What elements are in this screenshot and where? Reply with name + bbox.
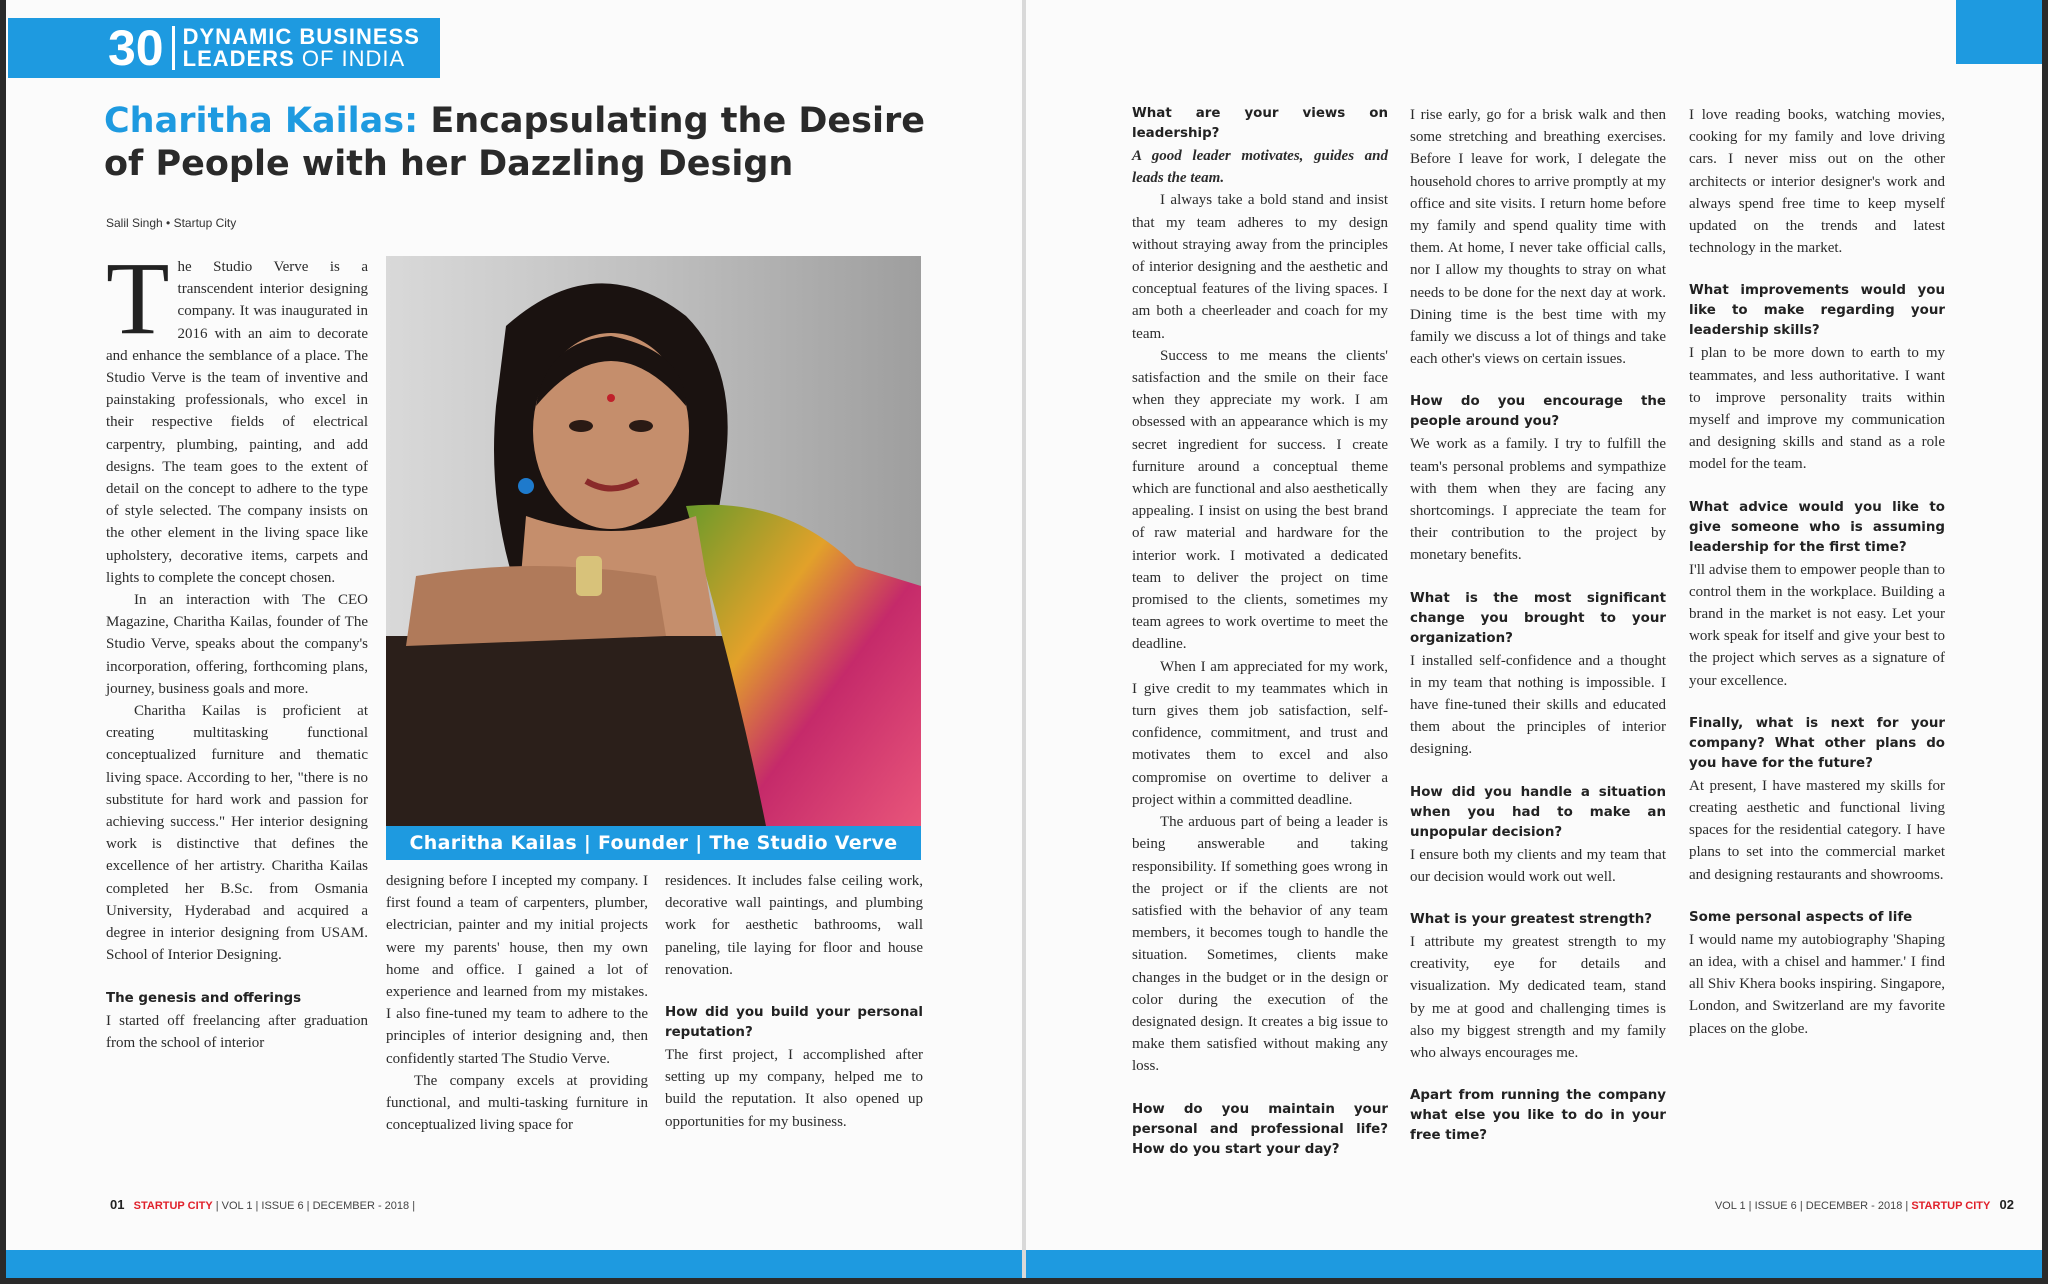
paragraph: The first project, I accomplished after setting up my company, helped me to build the reputation. It also opened up opportunities for my business. [665, 1047, 923, 1130]
paragraph: residences. It includes false ceiling work, decorative wall paintings, and plumbing work for aesthetic bathrooms, wall paneling, tile laying for floor and house renovation. [665, 873, 923, 978]
paragraph: designing before I incepted my company. I first found a team of carpenters, plumber, electrician, painter and my initial projects were my parents' house, then my own home and office. I gained a lot of experience and learned from my mistakes. I also fine-tuned my team to adhere to the principles of interior designing and, then confidently started The Studio Verve. [386, 873, 648, 1067]
article-headline [104, 100, 964, 186]
bottom-accent-bar [1026, 1250, 2042, 1278]
section-heading: What advice would you like to give someone who is assuming leadership for the first time? [1689, 499, 1945, 555]
paragraph: Charitha Kailas is proficient at creating multitasking functional conceptualized furniture and thematic living space. According to her, "there is no substitute for hard work and passion for achieving success." Her interior designing work is distinctive that defines the excellence of her artistry. Charitha Kailas completed her B.Sc. from Osmania University, Hyderabad and acquired a degree in interior designing from USAM. School of Interior Designing. [106, 703, 368, 964]
paragraph: I'll advise them to empower people than to control them in the workplace. Building a brand in the market is not easy. Let your work speak for itself and give your best to the project which serves as a signature of your excellence. [1689, 561, 1945, 689]
issue-info: | VOL 1 | ISSUE 6 | DECEMBER - 2018 | [215, 1200, 416, 1212]
section-heading: What is the most significant change you brought to your organization? [1410, 590, 1666, 646]
section-heading: Finally, what is next for your company? What other plans do you have for the future? [1689, 715, 1945, 771]
footer-left [110, 1197, 415, 1212]
paragraph: I attribute my greatest strength to my creativity, eye for details and visualization. My dedicated team, stand by me at good and challenging times is also my biggest strength and my family who always encourages me. [1410, 934, 1666, 1062]
badge-line1: DYNAMIC BUSINESS [182, 24, 420, 49]
left-page [6, 0, 1022, 1278]
text-column-5 [1410, 104, 1666, 1147]
paragraph: The arduous part of being a leader is being answerable and taking responsibility. If something goes wrong in the project or if the clients are not satisfied with the behavior of any team members, it becomes tough to handle the situation. Sometimes, clients make changes in the budget or in the design or color during the execution of the designated design. It creates a big issue to make them satisfied without making any loss. [1132, 814, 1388, 1075]
paragraph: We work as a family. I try to fulfill the team's personal problems and sympathize with them when they are facing any shortcomings. I appreciate the team for their contribution to the project by monetary benefits. [1410, 436, 1666, 564]
paragraph: I installed self-confidence and a thought in my team that nothing is impossible. I have fine-tuned their skills and educated them about the principles of interior designing. [1410, 652, 1666, 758]
paragraph: I rise early, go for a brisk walk and then some stretching and breathing exercises. Before I leave for work, I delegate the household chores to arrive promptly at my office and site visits. I return home before my family and spend quality time with them. At home, I never take official calls, nor I allow my thoughts to stray on what needs to be done for the next day at work. Dining time is the best time with my family we discuss a lot of things and take each other's views on certain issues. [1410, 107, 1666, 368]
series-badge [8, 18, 440, 78]
badge-divider [172, 26, 175, 70]
footer-right [1715, 1197, 2014, 1212]
headline-name: Charitha Kailas: [104, 101, 419, 141]
drop-cap: T [106, 241, 170, 356]
paragraph: In an interaction with The CEO Magazine, Charitha Kailas, founder of The Studio Verve, speaks about the company's incorporation, offering, forthcoming plans, journey, business goals and more. [106, 592, 368, 697]
badge-line2a: LEADERS [182, 46, 295, 71]
byline: Salil Singh • Startup City [106, 216, 237, 230]
section-heading: How did you build your personal reputation? [665, 1005, 923, 1041]
page-number: 02 [1999, 1197, 2014, 1212]
paragraph: I always take a bold stand and insist that my team adheres to my design without straying away from the principles of interior designing and the aesthetic and conceptual features of the living spaces. I am both a cheerleader and coach for my team. [1132, 192, 1388, 342]
section-heading: How do you encourage the people around you? [1410, 394, 1666, 430]
paragraph: I ensure both my clients and my team that our decision would work out well. [1410, 846, 1666, 885]
paragraph: I plan to be more down to earth to my teammates, and less authoritative. I want to improve personality traits within myself and improve my communication and designing skills and stand as a role model for the team. [1689, 345, 1945, 473]
section-heading: Some personal aspects of life [1689, 909, 1913, 925]
paragraph: Success to me means the clients' satisfaction and the smile on their face when they appreciate my work. I am obsessed with an appearance which is my secret ingredient for success. I create furniture around a conceptual theme which are functional and also aesthetically appealing. I insist on using the best brand of raw material and hardware for the interior work. I motivated a dedicated team to deliver the project on time promised to the clients, sometimes my team agrees to work overtime to meet the deadline. [1132, 347, 1388, 653]
section-heading: What improvements would you like to make regarding your leadership skills? [1689, 283, 1945, 339]
brand-name: STARTUP CITY [1911, 1200, 1991, 1212]
text-column-2 [386, 870, 648, 1136]
paragraph: I started off freelancing after graduation from the school of interior [106, 1012, 368, 1051]
corner-tab [1956, 0, 2042, 64]
text-column-4 [1132, 104, 1388, 1161]
section-heading: Apart from running the company what else you like to do in your free time? [1410, 1088, 1666, 1144]
page-number: 01 [110, 1197, 125, 1212]
text-column-6 [1689, 104, 1945, 1040]
bottom-accent-bar [6, 1250, 1022, 1278]
paragraph: The company excels at providing functional, and multi-tasking furniture in conceptualized living space for [386, 1072, 648, 1134]
section-heading: What is your greatest strength? [1410, 912, 1653, 928]
issue-info: VOL 1 | ISSUE 6 | DECEMBER - 2018 | [1714, 1200, 1909, 1212]
badge-number: 30 [108, 20, 164, 76]
brand-name: STARTUP CITY [133, 1200, 213, 1212]
intro-paragraph: The Studio Verve is a transcendent interior designing company. It was inaugurated in 2016 with an aim to decorate and enhance the semblance of a place. The Studio Verve is the team of inventive and painstaking professionals, who excel in their respective fields of electrical carpentry, plumbing, painting, and add designs. The team goes to the extent of detail on the concept to adhere to the type of style selected. The company insists on the other element in the living space like upholstery, decorative items, carpets and lights to complete the concept chosen. [106, 241, 368, 586]
text-column-3 [665, 870, 923, 1133]
text-column-1 [106, 241, 368, 1054]
paragraph: I would name my autobiography 'Shaping an idea, with a chisel and hammer.' I find all Shiv Khera books inspiring. Singapore, London, and Switzerland are my favorite places on the globe. [1689, 931, 1945, 1037]
portrait-photo [386, 256, 921, 826]
photo-caption: Charitha Kailas | Founder | The Studio Verve [386, 826, 921, 860]
headline-rest: Encapsulating the Desire of People with her Dazzling Design [104, 101, 925, 184]
paragraph: I love reading books, watching movies, cooking for my family and love driving cars. I never miss out on the other architects or interior designer's work and always spend free time to keep myself updated on the trends and latest technology in the market. [1689, 107, 1945, 257]
paragraph: When I am appreciated for my work, I give credit to my teammates which in turn gives them job satisfaction, self-confidence, commitment, and trust and motivates them to excel and also compromise on overtime to deliver a project within a committed deadline. [1132, 658, 1388, 808]
paragraph: At present, I have mastered my skills for creating aesthetic and functional living spaces for the residential category. I have plans to set into the commercial market and designing restaurants and showrooms. [1689, 777, 1945, 883]
lead-quote: A good leader motivates, guides and leads the team. [1132, 148, 1388, 187]
right-page [1026, 0, 2042, 1278]
section-heading: How did you handle a situation when you had to make an unpopular decision? [1410, 784, 1666, 840]
section-heading: How do you maintain your personal and professional life? How do you start your day? [1132, 1101, 1388, 1157]
badge-line2b: OF INDIA [301, 46, 406, 71]
section-heading: The genesis and offerings [106, 990, 302, 1006]
section-heading: What are your views on leadership? [1132, 106, 1388, 141]
